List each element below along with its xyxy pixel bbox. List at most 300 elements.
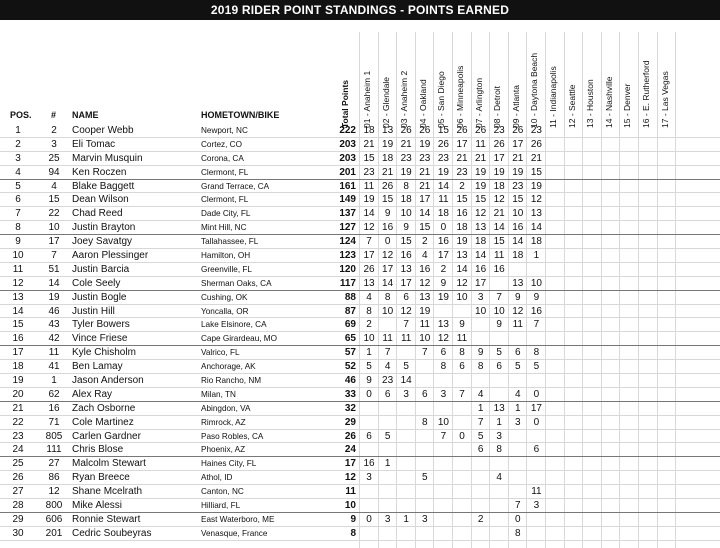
round-points: 10	[382, 305, 394, 317]
rider-position: 11	[12, 263, 24, 275]
rider-total-points: 88	[344, 291, 356, 303]
rider-hometown: Greenville, FL	[201, 264, 252, 274]
rider-total-points: 11	[345, 486, 356, 498]
round-points: 2	[366, 319, 372, 331]
rider-hometown: Yoncalla, OR	[201, 306, 249, 316]
table-row	[0, 416, 720, 430]
round-points: 23	[512, 180, 524, 192]
rider-total-points: 69	[344, 319, 356, 331]
round-points: 12	[363, 222, 375, 234]
round-points: 6	[440, 347, 447, 359]
rider-name: Jason Anderson	[72, 375, 144, 387]
rider-name: Mike Alessi	[72, 500, 123, 512]
rider-total-points: 24	[344, 444, 356, 456]
round-points: 14	[512, 236, 524, 248]
rider-name: Cedric Soubeyras	[72, 527, 152, 539]
round-header: 01 - Anaheim 1	[362, 70, 372, 128]
round-points: 26	[419, 125, 431, 136]
rider-total-points: 123	[339, 250, 356, 262]
round-points: 16	[456, 208, 468, 220]
rider-position: 26	[12, 472, 24, 484]
rider-hometown: Newport, NC	[201, 126, 248, 135]
rider-position: 28	[12, 500, 24, 512]
round-points: 10	[363, 333, 375, 345]
table-row	[0, 249, 720, 263]
table-row	[0, 471, 720, 485]
round-points: 11	[456, 333, 468, 345]
round-points: 5	[533, 361, 540, 373]
rider-name: Joey Savatgy	[72, 236, 133, 248]
round-points: 13	[530, 208, 542, 220]
rider-name: Ben Lamay	[72, 361, 123, 373]
round-points: 4	[422, 250, 428, 262]
round-points: 4	[384, 361, 391, 373]
round-points: 9	[366, 375, 372, 387]
table-row	[0, 263, 720, 277]
round-points: 7	[459, 388, 465, 400]
rider-hometown: Cape Girardeau, MO	[201, 334, 277, 344]
round-points: 19	[493, 166, 505, 178]
rider-name: Malcolm Stewart	[72, 458, 146, 470]
rider-hometown: Rimrock, AZ	[201, 417, 246, 427]
round-points: 26	[530, 138, 542, 150]
round-points: 9	[496, 319, 502, 331]
round-points: 19	[530, 180, 542, 192]
rider-name: Justin Hill	[72, 305, 115, 317]
round-points: 19	[456, 236, 468, 248]
rider-hometown: Abingdon, VA	[201, 403, 251, 413]
round-points: 1	[403, 513, 409, 525]
round-points: 19	[437, 291, 449, 303]
rider-hometown: Cushing, OK	[201, 292, 248, 302]
round-points: 7	[496, 291, 502, 303]
rider-number: 111	[46, 444, 62, 456]
round-header: 07 - Arlington	[473, 77, 484, 128]
table-row	[0, 318, 720, 332]
rider-name: Justin Bogle	[72, 291, 127, 303]
table-row	[0, 193, 720, 207]
rider-hometown: Anchorage, AK	[201, 362, 256, 372]
rider-total-points: 127	[339, 222, 356, 234]
rider-name: Kyle Chisholm	[72, 347, 136, 359]
round-points: 10	[437, 416, 449, 428]
rider-position: 12	[12, 277, 24, 289]
rider-position: 30	[12, 527, 24, 539]
round-points: 13	[382, 125, 394, 136]
rider-position: 13	[12, 291, 24, 303]
rider-hometown: Clermont, FL	[201, 167, 249, 177]
rider-number: 606	[45, 513, 63, 525]
rider-hometown: Valrico, FL	[201, 348, 240, 358]
rider-hometown: Rio Rancho, NM	[201, 376, 262, 386]
round-points: 18	[437, 208, 449, 220]
rider-hometown: Clermont, FL	[201, 195, 249, 205]
rider-name: Alex Ray	[72, 388, 113, 400]
round-points: 3	[477, 291, 484, 303]
round-points: 21	[400, 138, 412, 150]
round-points: 17	[363, 250, 375, 262]
round-points: 0	[515, 513, 521, 525]
rider-name: Blake Baggett	[72, 180, 135, 192]
rider-hometown: Corona, CA	[201, 153, 244, 163]
rider-total-points: 52	[344, 361, 356, 373]
pos-header: POS.	[10, 110, 32, 120]
rider-name: Justin Brayton	[72, 222, 136, 234]
round-points: 21	[456, 152, 468, 164]
round-points: 4	[496, 472, 502, 484]
round-header: 16 - E. Rutherford	[641, 60, 651, 128]
round-points: 16	[512, 222, 524, 234]
round-points: 26	[456, 125, 468, 136]
round-header: 02 - Glendale	[380, 76, 391, 128]
rider-number: 25	[48, 152, 60, 164]
rider-hometown: Dade City, FL	[201, 209, 251, 219]
rider-number: 71	[48, 416, 60, 428]
rider-name: Ken Roczen	[72, 166, 127, 178]
round-points: 23	[400, 152, 412, 164]
round-points: 14	[382, 277, 394, 289]
rider-name: Tyler Bowers	[72, 319, 130, 331]
round-points: 7	[366, 236, 372, 248]
round-points: 4	[515, 388, 521, 400]
standings-table	[0, 124, 720, 541]
rider-total-points: 9	[350, 513, 356, 525]
round-points: 18	[512, 250, 524, 262]
rider-hometown: East Waterboro, ME	[201, 514, 275, 524]
table-row	[0, 152, 720, 166]
rider-position: 10	[12, 250, 24, 262]
round-points: 12	[512, 305, 524, 317]
rider-number: 11	[48, 347, 60, 359]
rider-total-points: 17	[344, 458, 356, 470]
rider-name: Ryan Breece	[72, 472, 130, 484]
rider-hometown: Haines City, FL	[201, 459, 257, 469]
rider-position: 24	[12, 444, 24, 456]
rider-number: 800	[45, 500, 63, 512]
round-points: 12	[475, 208, 487, 220]
rider-name: Shane Mcelrath	[72, 486, 143, 498]
table-row	[0, 235, 720, 249]
name-header: NAME	[72, 110, 99, 120]
rider-hometown: Phoenix, AZ	[201, 445, 246, 455]
rider-number: 15	[48, 194, 60, 206]
round-points: 14	[400, 375, 412, 387]
table-row	[0, 332, 720, 346]
round-points: 13	[493, 402, 505, 414]
rider-name: Cole Seely	[72, 277, 121, 289]
rider-number: 4	[51, 180, 57, 192]
round-points: 5	[515, 361, 521, 373]
round-points: 2	[459, 180, 465, 192]
round-header: 17 - Las Vegas	[659, 71, 670, 128]
round-points: 2	[477, 513, 484, 525]
round-header: 08 - Detroit	[492, 85, 503, 128]
table-row	[0, 457, 720, 471]
rider-total-points: 46	[344, 375, 356, 387]
rider-name: Eli Tomac	[72, 138, 116, 150]
rider-hometown: Mint Hill, NC	[201, 223, 247, 233]
round-points: 19	[512, 166, 524, 178]
rider-position: 8	[15, 222, 21, 234]
round-points: 11	[419, 319, 430, 331]
rider-position: 27	[12, 486, 24, 498]
round-points: 23	[382, 375, 394, 387]
table-row	[0, 291, 720, 305]
rider-hometown: Hamilton, OH	[201, 251, 251, 261]
rider-name: Chris Blose	[72, 444, 124, 456]
rider-name: Aaron Plessinger	[72, 250, 149, 262]
round-points: 6	[422, 388, 428, 400]
table-row	[0, 305, 720, 319]
round-points: 8	[496, 444, 502, 456]
table-row	[0, 166, 720, 180]
rider-number: 10	[48, 222, 60, 234]
round-points: 21	[475, 152, 487, 164]
round-header: 03 - Anaheim 2	[399, 70, 410, 128]
round-points: 0	[366, 513, 372, 525]
round-points: 26	[475, 125, 487, 136]
rider-hometown: Cortez, CO	[201, 139, 242, 149]
round-header: 11 - Indianapolis	[548, 66, 558, 128]
table-row	[0, 138, 720, 152]
round-points: 19	[419, 305, 431, 317]
rider-total-points: 137	[339, 208, 356, 220]
round-points: 15	[400, 236, 412, 248]
rider-total-points: 12	[344, 472, 356, 484]
table-row	[0, 443, 720, 457]
round-points: 23	[419, 152, 431, 164]
round-header: 10 - Daytona Beach	[529, 52, 540, 128]
round-points: 9	[533, 291, 540, 303]
round-points: 14	[475, 250, 487, 262]
rider-number: 27	[48, 458, 60, 470]
round-points: 17	[530, 402, 542, 414]
rider-name: Cooper Webb	[72, 125, 134, 136]
rider-total-points: 32	[344, 402, 356, 414]
round-points: 15	[475, 194, 487, 206]
round-points: 7	[533, 319, 540, 331]
table-row	[0, 513, 720, 527]
round-points: 5	[403, 361, 409, 373]
rider-number: 86	[48, 472, 60, 484]
rider-name: Chad Reed	[72, 208, 123, 220]
table-row	[0, 485, 720, 499]
round-points: 21	[419, 180, 431, 192]
round-points: 15	[530, 166, 542, 178]
round-points: 23	[493, 125, 505, 136]
round-points: 21	[530, 152, 542, 164]
round-points: 11	[363, 180, 375, 192]
round-points: 6	[477, 444, 484, 456]
round-points: 19	[437, 166, 449, 178]
rider-name: Cole Martinez	[72, 416, 134, 428]
rider-name: Dean Wilson	[72, 194, 129, 206]
round-points: 14	[437, 180, 449, 192]
round-points: 1	[366, 347, 372, 359]
rider-number: 1	[51, 375, 57, 387]
standings-title: 2019 RIDER POINT STANDINGS - POINTS EARNED	[0, 0, 720, 20]
rider-number: 51	[48, 263, 60, 275]
rider-hometown: Hilliard, FL	[201, 501, 241, 511]
table-row	[0, 430, 720, 444]
round-points: 5	[477, 430, 484, 442]
round-points: 6	[459, 361, 465, 373]
round-points: 23	[456, 166, 468, 178]
round-points: 17	[456, 138, 468, 150]
round-points: 3	[515, 416, 521, 428]
round-header: 04 - Oakland	[417, 79, 428, 128]
rider-hometown: Sherman Oaks, CA	[201, 278, 272, 288]
table-row	[0, 374, 720, 388]
round-points: 9	[477, 347, 484, 359]
rider-name: Ronnie Stewart	[72, 513, 141, 525]
round-points: 7	[515, 500, 521, 512]
rider-name: Zach Osborne	[72, 402, 136, 414]
rider-hometown: Grand Terrace, CA	[201, 181, 270, 191]
rider-position: 20	[12, 388, 24, 400]
rider-position: 23	[12, 430, 24, 442]
round-points: 26	[437, 138, 449, 150]
rider-number: 43	[48, 319, 60, 331]
round-points: 19	[475, 166, 487, 178]
round-points: 23	[530, 125, 542, 136]
rider-hometown: Milan, TN	[201, 389, 236, 399]
round-points: 14	[493, 222, 505, 234]
round-points: 12	[400, 305, 412, 317]
round-header: 12 - Seattle	[566, 84, 577, 128]
round-points: 8	[366, 305, 372, 317]
rider-number: 3	[51, 138, 57, 150]
table-row	[0, 180, 720, 194]
rider-position: 7	[15, 208, 21, 220]
round-points: 11	[512, 319, 523, 331]
round-points: 13	[400, 263, 412, 275]
rider-name: Carlen Gardner	[72, 430, 141, 442]
rider-position: 2	[15, 138, 21, 150]
round-points: 0	[384, 236, 391, 248]
rider-total-points: 33	[344, 388, 356, 400]
round-points: 16	[530, 305, 542, 317]
total-points-header: Total Points	[340, 79, 350, 128]
round-points: 12	[419, 277, 431, 289]
round-points: 6	[515, 347, 521, 359]
round-points: 12	[382, 250, 394, 262]
table-row	[0, 221, 720, 235]
rider-position: 16	[12, 333, 24, 345]
rider-number: 62	[48, 388, 60, 400]
rider-number: 16	[48, 402, 60, 414]
rider-position: 1	[15, 125, 21, 136]
table-row	[0, 402, 720, 416]
rider-number: 19	[48, 291, 60, 303]
round-points: 9	[459, 319, 465, 331]
round-points: 4	[477, 388, 484, 400]
round-points: 18	[475, 236, 487, 248]
round-points: 5	[496, 347, 502, 359]
round-points: 26	[363, 263, 375, 275]
round-points: 16	[493, 263, 505, 275]
round-points: 23	[437, 152, 449, 164]
round-points: 17	[419, 194, 431, 206]
rider-number: 2	[51, 125, 57, 136]
round-points: 1	[496, 416, 502, 428]
round-points: 14	[456, 263, 468, 275]
round-points: 17	[475, 277, 487, 289]
round-points: 17	[437, 250, 449, 262]
table-row	[0, 499, 720, 513]
rider-total-points: 201	[339, 166, 356, 178]
round-points: 8	[515, 527, 521, 539]
round-header: 06 - Minneapolis	[455, 65, 465, 128]
round-points: 26	[382, 180, 394, 192]
round-points: 2	[440, 263, 447, 275]
table-row	[0, 207, 720, 221]
rider-total-points: 26	[344, 430, 356, 442]
rider-position: 5	[15, 180, 21, 192]
round-points: 6	[403, 291, 409, 303]
round-points: 11	[438, 194, 449, 206]
round-points: 18	[530, 236, 542, 248]
rider-hometown: Canton, NC	[201, 487, 244, 497]
round-points: 18	[400, 194, 412, 206]
round-points: 1	[477, 402, 484, 414]
rider-hometown: Paso Robles, CA	[201, 431, 264, 441]
round-points: 12	[530, 194, 542, 206]
round-points: 10	[493, 305, 505, 317]
round-points: 11	[531, 486, 542, 498]
round-header: 14 - Nashville	[603, 76, 614, 128]
rider-number: 41	[48, 361, 60, 373]
round-points: 21	[512, 152, 524, 164]
rider-position: 29	[12, 513, 24, 525]
table-row	[0, 360, 720, 374]
round-points: 19	[382, 138, 394, 150]
round-points: 21	[493, 208, 505, 220]
round-points: 21	[363, 138, 375, 150]
round-points: 13	[512, 277, 524, 289]
round-points: 6	[366, 430, 372, 442]
round-points: 10	[530, 277, 542, 289]
round-points: 5	[384, 430, 391, 442]
round-points: 15	[363, 152, 375, 164]
round-points: 16	[382, 222, 394, 234]
round-points: 1	[515, 402, 521, 414]
round-points: 12	[437, 333, 449, 345]
table-row	[0, 124, 720, 138]
round-points: 18	[382, 152, 394, 164]
round-points: 15	[512, 194, 524, 206]
rider-number: 22	[48, 208, 60, 220]
round-points: 16	[363, 458, 375, 470]
round-points: 14	[363, 208, 375, 220]
rider-total-points: 161	[339, 180, 356, 192]
rider-number: 14	[48, 277, 60, 289]
round-points: 10	[512, 208, 524, 220]
round-points: 11	[382, 333, 393, 345]
table-row	[0, 527, 720, 541]
round-points: 1	[533, 250, 540, 262]
round-points: 6	[533, 444, 540, 456]
round-points: 10	[419, 333, 431, 345]
round-points: 12	[456, 277, 468, 289]
round-points: 17	[512, 138, 524, 150]
rider-number: 201	[45, 527, 63, 539]
round-points: 15	[437, 125, 449, 136]
round-header: 05 - San Diego	[436, 71, 447, 128]
round-points: 17	[382, 263, 394, 275]
rider-number: 805	[45, 430, 63, 442]
rider-name: Vince Friese	[72, 333, 128, 345]
